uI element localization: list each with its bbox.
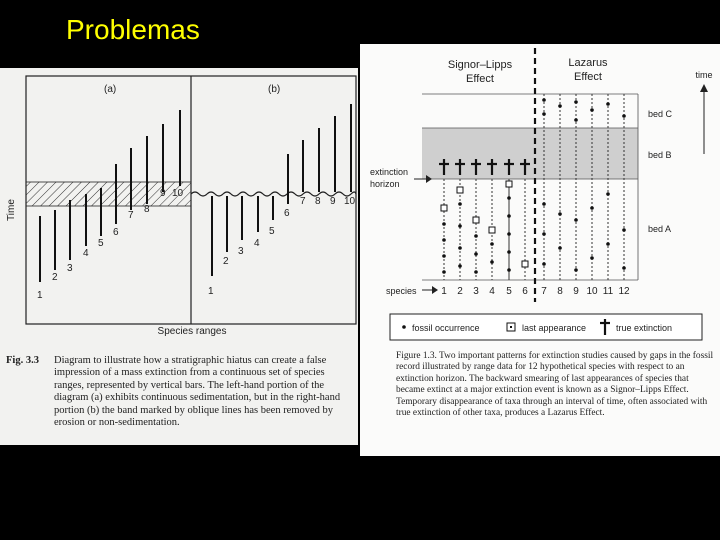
fossil-occurrence-icon — [402, 325, 406, 329]
species-number: 3 — [473, 286, 479, 297]
species-number: 3 — [67, 263, 73, 274]
species-number: 4 — [83, 248, 89, 259]
species-number: 5 — [506, 286, 512, 297]
species-axis-label: species — [386, 286, 417, 296]
extinction-patterns-figure — [360, 44, 720, 456]
species-number: 4 — [254, 238, 260, 249]
last-appearance-marker — [489, 227, 495, 233]
species-number: 3 — [238, 246, 244, 257]
lazarus-label-line2: Effect — [574, 71, 602, 83]
species-number: 1 — [441, 286, 447, 297]
hiatus-caption — [6, 355, 354, 429]
species-number: 2 — [223, 256, 229, 267]
species-number: 6 — [522, 286, 528, 297]
species-number: 5 — [98, 238, 104, 249]
species-number: 12 — [618, 286, 630, 297]
extinction-horizon-label: extinction — [370, 167, 409, 177]
last-appearance-marker — [441, 205, 447, 211]
species-number: 9 — [330, 196, 336, 207]
bed-a-label: bed A — [648, 224, 672, 234]
species-number: 6 — [113, 227, 119, 238]
lazarus-label: Lazarus — [568, 57, 608, 69]
species-number: 1 — [37, 290, 43, 301]
species-number: 8 — [315, 196, 321, 207]
panel-b-label: (b) — [268, 84, 281, 95]
extinction-caption: Figure 1.3. Two important patterns for extinction studies caused by gaps in the fossil record illustrated by range data for 12 hypothetical species with respect to an extinction horizon. The backward smearing of last appearances of species that became extinct at a major extinction event is known as a Signor–Lipps Effect. Temporary disappearance of taxa through an interval of time, often associated with true extinction of other taxa, produces a Lazarus Effect. — [396, 351, 714, 419]
species-number: 7 — [128, 210, 134, 221]
hiatus-figure — [0, 68, 358, 445]
species-number: 5 — [269, 226, 275, 237]
bed-b-band — [422, 128, 638, 179]
last-appearance-marker — [522, 261, 528, 267]
signor-lipps-label: Signor–Lipps — [447, 59, 513, 71]
species-arrowhead — [432, 286, 438, 294]
signor-lipps-label-line2: Effect — [466, 73, 494, 85]
bed-c-label: bed C — [648, 109, 673, 119]
species-number: 11 — [602, 286, 614, 297]
panel-a-label: (a) — [104, 84, 117, 95]
species-number: 6 — [284, 208, 290, 219]
last-appearance-marker — [457, 187, 463, 193]
extinction-diagram — [360, 44, 720, 349]
slide-title: Problemas — [66, 14, 200, 45]
species-ranges-label: Species ranges — [157, 326, 227, 337]
panel-b-species-numbers — [208, 196, 356, 297]
caption-figure-number: Fig. 3.3 — [6, 355, 39, 366]
hiatus-band — [26, 182, 191, 206]
species-number: 8 — [144, 204, 150, 215]
last-appearance-marker — [473, 217, 479, 223]
caption-text: Diagram to illustrate how a stratigraphic hiatus can create a false impression of a mass extinction from a continuous set of species ranges, represented by vertical bars. The left-hand portion of the diagram (a) exhibits continuous sedimentation, but in the right-hand portion (b) the band marked by oblique lines has been removed by erosion or non-sedimentation. — [54, 355, 341, 429]
last-appearance-marker — [506, 181, 512, 187]
legend-last-appearance: last appearance — [522, 323, 587, 333]
species-number: 10 — [586, 286, 598, 297]
legend-true-extinction: true extinction — [616, 323, 673, 333]
fossil-occurrence-dots — [442, 98, 626, 274]
extinction-horizon-label-line2: horizon — [370, 179, 400, 189]
time-arrowhead — [700, 84, 708, 92]
species-number: 8 — [557, 286, 563, 297]
hiatus-diagram — [0, 68, 358, 348]
species-number: 10 — [344, 196, 356, 207]
species-number: 1 — [208, 286, 214, 297]
last-appearance-markers — [441, 181, 528, 267]
species-number: 2 — [457, 286, 463, 297]
bed-b-label: bed B — [648, 150, 672, 160]
time-axis-label: Time — [6, 199, 17, 221]
time-label: time — [695, 70, 713, 80]
species-number: 9 — [160, 188, 166, 199]
species-number: 9 — [573, 286, 579, 297]
legend-fossil-occurrence: fossil occurrence — [412, 323, 480, 333]
species-number: 2 — [52, 272, 58, 283]
species-number: 7 — [300, 196, 306, 207]
species-number: 4 — [489, 286, 495, 297]
species-number: 7 — [541, 286, 547, 297]
panel-b-species-bars — [212, 104, 351, 276]
species-number: 10 — [172, 188, 184, 199]
